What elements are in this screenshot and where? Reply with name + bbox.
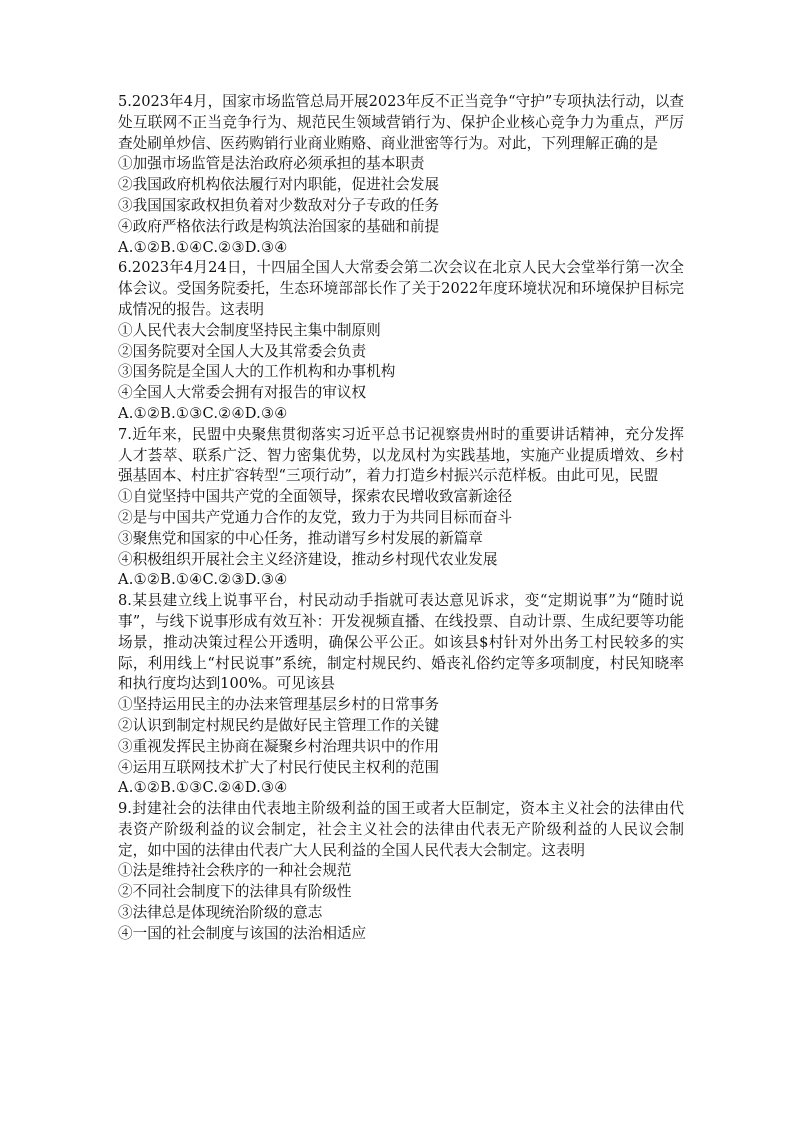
answer-choices: A.①②B.①④C.②③D.③④ (118, 571, 288, 589)
question-stem: 8.某县建立线上说事平台，村民动动手指就可表达意见诉求，变“定期说事”为“随时说事”，与线下说事形成有效互补：开发视频直播、在线投票、自动计票、生成纪要等功能场景，推动决策过程公开透明，确保公平公正。如该县$村针对外出务工村民较多的实际，利用线上“村民说事”系统，制定村规民约、婚丧礼俗约定等多项制度，村民知晓率和执行度均达到100%。可见该县 (118, 592, 684, 693)
question-stem: 7.近年来，民盟中央聚焦贯彻落实习近平总书记视察贵州时的重要讲话精神，充分发挥人才荟萃、联系广泛、智力密集优势，以龙凤村为实践基地，实施产业提质增效、乡村强基固本、村庄扩容转型“三项行动”，着力打造乡村振兴示范样板。由此可见，民盟 (118, 425, 684, 485)
option-4: ④全国人大常委会拥有对报告的审议权 (118, 384, 367, 402)
question-9 (118, 799, 684, 945)
option-4: ④运用互联网技术扩大了村民行使民主权利的范围 (118, 758, 440, 776)
option-2: ②认识到制定村规民约是做好民主管理工作的关键 (118, 716, 440, 734)
option-4: ④积极组织开展社会主义经济建设，推动乡村现代农业发展 (118, 550, 498, 568)
option-3: ③重视发挥民主协商在凝聚乡村治理共识中的作用 (118, 737, 440, 755)
option-3: ③国务院是全国人大的工作机构和办事机构 (118, 363, 396, 381)
answer-choices: A.①②B.①③C.②④D.③④ (118, 404, 288, 422)
question-5 (118, 92, 684, 258)
option-1: ①加强市场监管是法治政府必须承担的基本职责 (118, 155, 425, 173)
question-stem: 9.封建社会的法律由代表地主阶级利益的国王或者大臣制定，资本主义社会的法律由代表资产阶级利益的议会制定，社会主义社会的法律由代表无产阶级利益的人民议会制定，如中国的法律由代表广大人民利益的全国人民代表大会制定。这表明 (118, 800, 684, 859)
question-7 (118, 425, 684, 591)
option-3: ③聚焦党和国家的中心任务，推动谱写乡村发展的新篇章 (118, 529, 483, 547)
answer-choices: A.①②B.①③C.②④D.③④ (118, 779, 288, 797)
question-6 (118, 258, 684, 424)
question-8 (118, 591, 684, 799)
exam-page (118, 92, 684, 945)
option-2: ②不同社会制度下的法律具有阶级性 (118, 883, 352, 901)
option-2: ②国务院要对全国人大及其常委会负责 (118, 342, 367, 360)
option-1: ①人民代表大会制度坚持民主集中制原则 (118, 321, 381, 339)
option-1: ①自觉坚持中国共产党的全面领导，探索农民增收致富新途径 (118, 488, 513, 506)
option-3: ③法律总是体现统治阶级的意志 (118, 904, 323, 922)
option-4: ④一国的社会制度与该国的法治相适应 (118, 924, 367, 942)
option-4: ④政府严格依法行政是构筑法治国家的基础和前提 (118, 217, 440, 235)
option-2: ②是与中国共产党通力合作的友党，致力于为共同目标而奋斗 (118, 508, 513, 526)
question-stem: 6.2023年4月24日，十四届全国人大常委会第二次会议在北京人民大会堂举行第一次全体会议。受国务院委托，生态环境部部长作了关于2022年度环境状况和环境保护目标完成情况的报告。这表明 (118, 259, 684, 318)
option-3: ③我国国家政权担负着对少数敌对分子专政的任务 (118, 196, 440, 214)
question-stem: 5.2023年4月，国家市场监管总局开展2023年反不正当竞争“守护”专项执法行动，以查处互联网不正当竞争行为、规范民生领域营销行为、保护企业核心竞争力为重点，严厉查处刷单炒信、医药购销行业商业贿赂、商业泄密等行为。对此，下列理解正确的是 (118, 93, 684, 152)
answer-choices: A.①②B.①④C.②③D.③④ (118, 238, 288, 256)
option-1: ①坚持运用民主的办法来管理基层乡村的日常事务 (118, 696, 440, 714)
option-2: ②我国政府机构依法履行对内职能，促进社会发展 (118, 176, 440, 194)
option-1: ①法是维持社会秩序的一种社会规范 (118, 862, 352, 880)
